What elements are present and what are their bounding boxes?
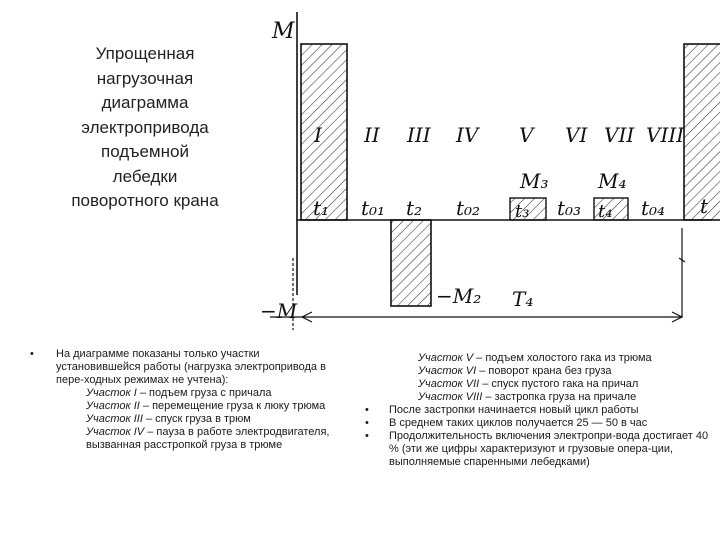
section-item [365,365,715,378]
left-column [30,348,340,452]
bullet-item [365,430,715,469]
section-item [30,426,340,452]
bullet-text: После застропки начинается новый цикл работы [389,404,639,416]
section-label-8: VIII [646,123,685,147]
title-line: диаграмма [101,93,189,112]
section-desc: – спуск пустого гака на причал [479,378,639,390]
interval-label-t3: t₃ [515,201,530,222]
section-name: Участок I [86,387,137,399]
title-line: Упрощенная [95,44,195,63]
bullet-icon: • [365,404,369,416]
section-name: Участок VI [418,365,477,377]
moment-label-m3: M₃ [520,169,549,193]
section-desc: – подъем холостого гака из трюма [473,352,652,364]
interval-label-t2: t₂ [406,196,423,220]
section-name: Участок VIII [418,391,483,403]
axis-top-label: M [272,19,295,44]
interval-label-t1: t₁ [313,196,330,220]
section-name: Участок III [86,413,143,425]
bullet-item [365,404,715,417]
section-item [365,378,715,391]
section-item [365,352,715,365]
interval-label-t02: t₀₂ [456,196,481,220]
section-item [30,387,340,400]
interval-label-t03: t₀₃ [557,196,582,220]
section-name: Участок II [86,400,140,412]
section-item [30,400,340,413]
cycle-label: T₄ [512,287,534,311]
section-label-3: III [407,123,431,147]
intro-text: На диаграмме показаны только участки установившейся работы (нагрузка электропривода в пере-ходных режимах не учтена): [56,348,326,386]
interval-label-t01: t₀₁ [361,196,386,220]
title-line: электропривода [81,117,209,137]
section-label-2: II [364,123,380,147]
intro-paragraph [30,348,340,387]
interval-label-t4: t₄ [598,201,613,222]
section-desc: – пауза в работе электродвигателя, вызванная расстропкой груза в трюме [86,426,330,451]
section-label-5: V [519,123,534,147]
interval-label-t04: t₀₄ [641,196,666,220]
bullet-icon: • [365,417,369,429]
axis-bottom-label: −M [260,299,298,323]
block-lift [301,44,347,220]
bullet-item [365,417,715,430]
title-line: лебедки [112,166,178,186]
section-label-1: I [314,123,322,147]
moment-label-m2: −M₂ [436,284,482,308]
bullet-icon: • [30,348,34,360]
title-line: подъемной [101,142,189,161]
section-name: Участок V [418,352,474,364]
time-axis-label: t [700,194,709,218]
section-desc: – перемещение груза к люку трюма [139,400,326,412]
section-label-4: IV [456,123,479,147]
section-item [30,413,340,426]
section-item [365,391,715,404]
section-desc: – подъем груза с причала [136,387,272,399]
section-label-6: VI [565,123,588,147]
section-name: Участок IV [86,426,145,438]
bullet-icon: • [365,430,369,442]
right-column [365,352,715,469]
bullet-text: Продолжительность включения электропри-вода достигает 40 % (эти же цифры характеризуют и грузовые опера-ции, выполняемые спаренными лебедками) [389,430,709,468]
section-desc: – поворот крана без груза [476,365,612,377]
section-desc: – спуск груза в трюм [142,413,251,425]
moment-label-m4: M₄ [598,169,627,193]
section-desc: – застропка груза на причале [482,391,637,403]
bullet-text: В среднем таких циклов получается 25 — 50 в час [389,417,648,429]
section-label-7: VII [604,123,635,147]
title-line: нагрузочная [96,68,194,88]
block-lowering [391,220,431,306]
title-line: поворотного крана [71,191,219,210]
section-name: Участок VII [418,378,480,390]
